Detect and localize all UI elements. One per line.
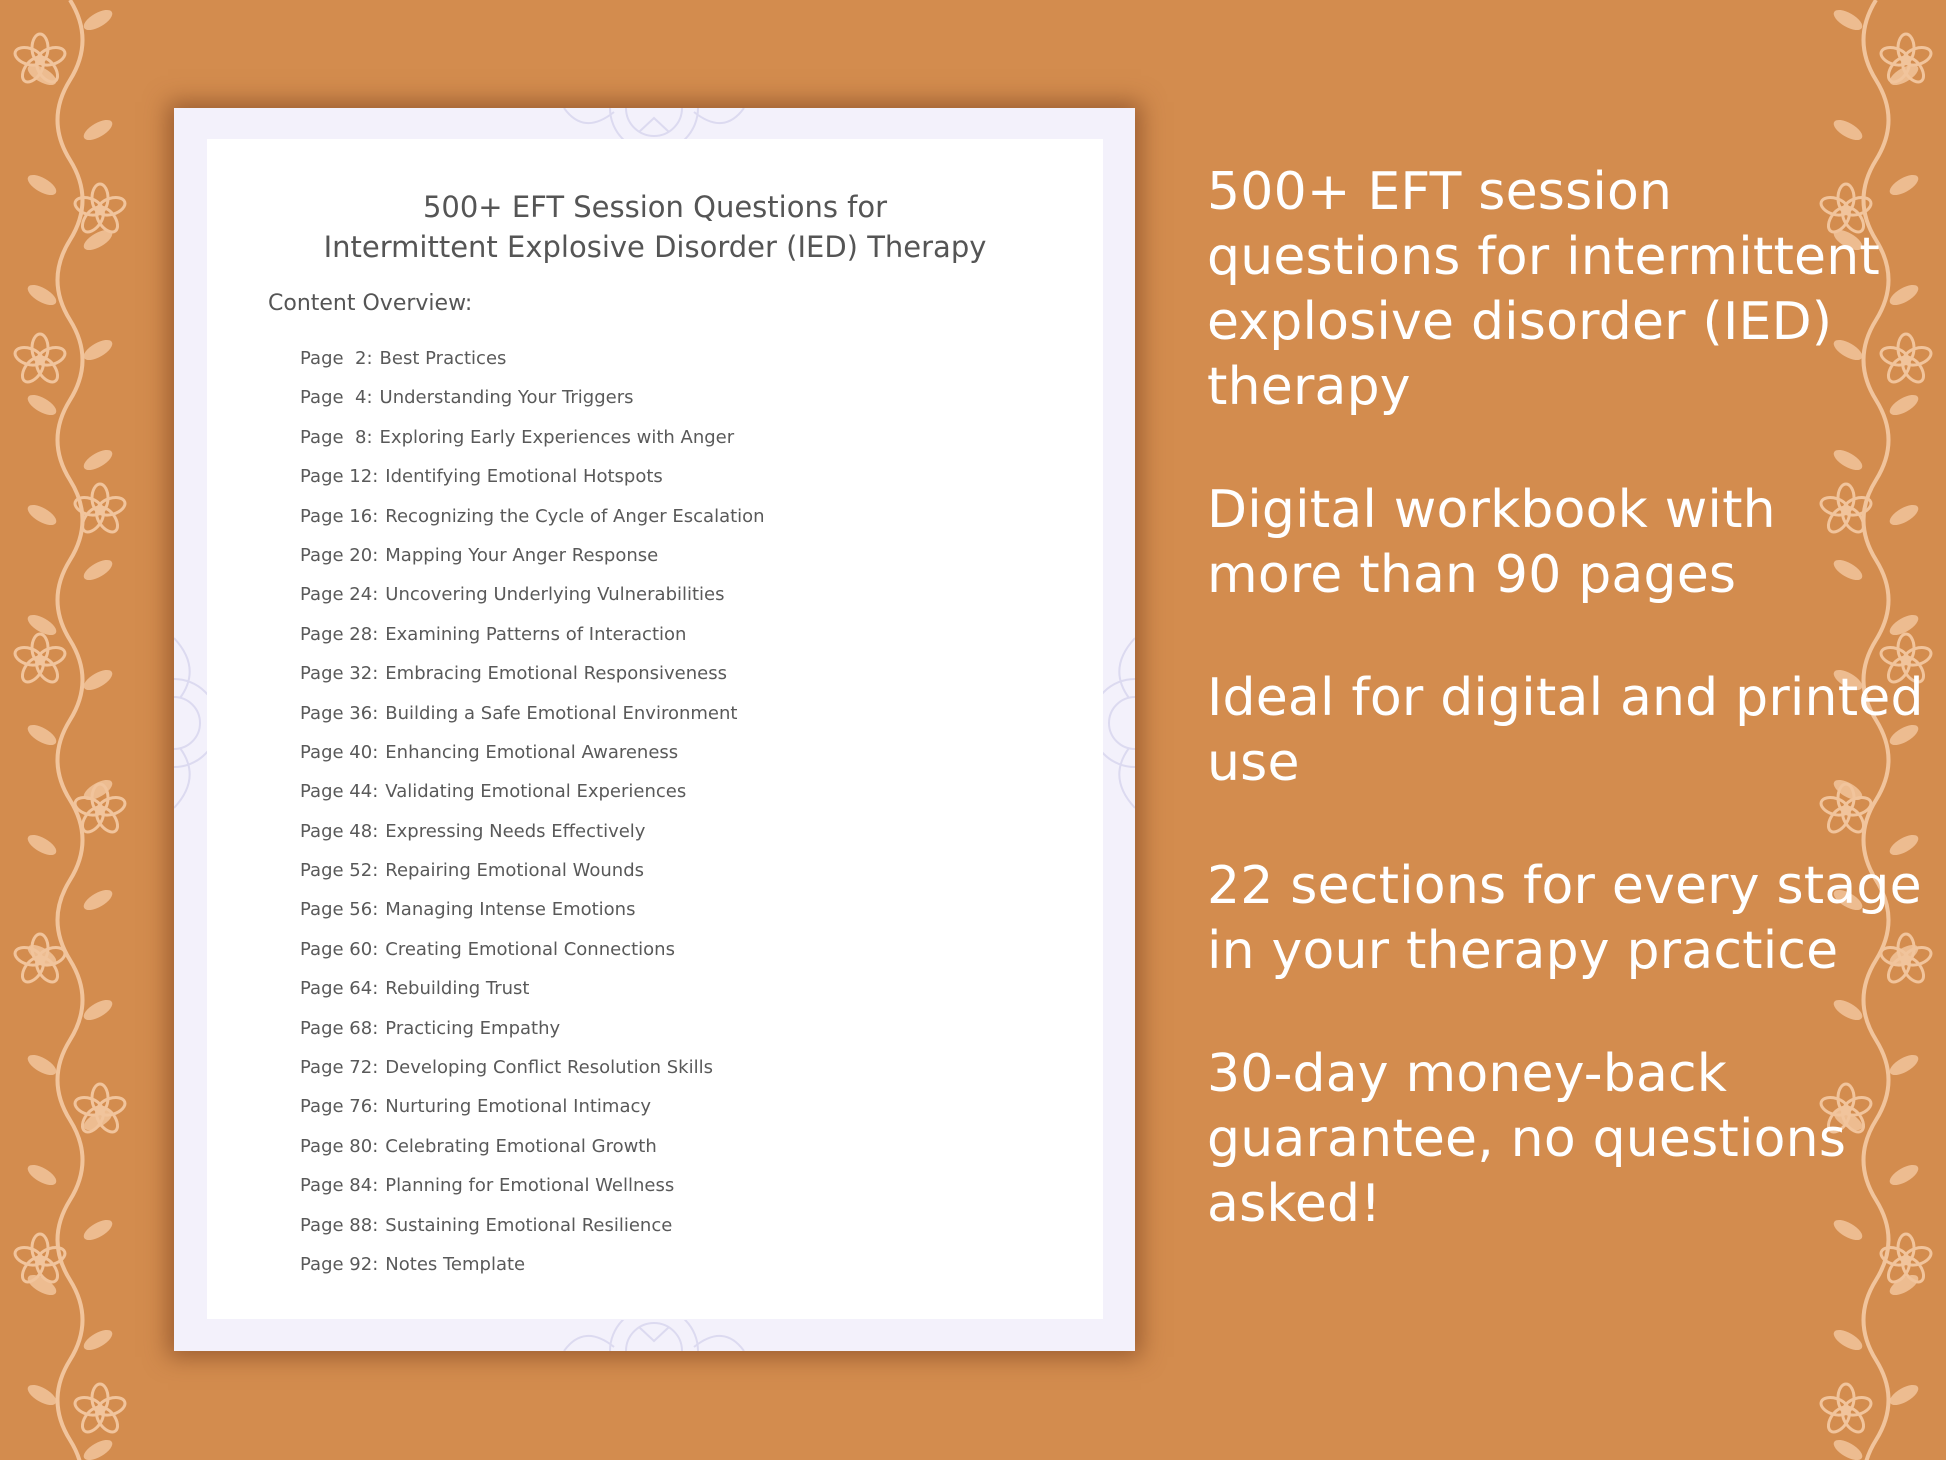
toc-page-number: Page 84: [300, 1175, 379, 1197]
toc-item [300, 339, 765, 378]
feature-item: 30-day money-back guarantee, no questions asked! [1207, 1044, 1847, 1234]
toc-page-number: Page 72: [300, 1057, 379, 1079]
toc-section-title: Building a Safe Emotional Environment [385, 702, 738, 724]
toc-page-number: Page 56: [300, 899, 379, 921]
toc-page-number: Page 76: [300, 1096, 379, 1118]
toc-page-number: Page 60: [300, 938, 379, 960]
feature-item: Digital workbook with more than 90 pages [1207, 480, 1776, 605]
toc-page-number: Page 12: [300, 466, 379, 488]
document-title-line-1: 500+ EFT Session Questions for [422, 190, 888, 224]
toc-item [300, 1087, 765, 1126]
toc-section-title: Developing Conflict Resolution Skills [385, 1057, 713, 1079]
toc-section-title: Exploring Early Experiences with Anger [379, 426, 735, 448]
toc-item [300, 890, 765, 929]
toc-page-number: Page 4: [300, 387, 373, 409]
toc-page-number: Page 20: [300, 544, 379, 566]
toc-section-title: Enhancing Emotional Awareness [385, 741, 679, 763]
toc-page-number: Page 40: [300, 741, 379, 763]
toc-item [300, 1206, 765, 1245]
toc-section-title: Expressing Needs Effectively [385, 820, 646, 842]
toc-item [300, 615, 765, 654]
document-preview [174, 108, 1135, 1351]
toc-section-title: Rebuilding Trust [385, 978, 530, 1000]
document-title-line-2: Intermittent Explosive Disorder (IED) Therapy [323, 230, 987, 264]
toc-section-title: Examining Patterns of Interaction [385, 623, 687, 645]
toc-section-title: Nurturing Emotional Intimacy [385, 1096, 652, 1118]
toc-section-title: Identifying Emotional Hotspots [385, 466, 663, 488]
floral-vine-left-icon [0, 0, 130, 1460]
toc-page-number: Page 36: [300, 702, 379, 724]
toc-page-number: Page 92: [300, 1253, 379, 1275]
mandala-icon [174, 608, 207, 838]
toc-section-title: Validating Emotional Experiences [385, 781, 687, 803]
toc-item [300, 1166, 765, 1205]
toc-item [300, 1048, 765, 1087]
toc-item [300, 536, 765, 575]
document-page [207, 139, 1103, 1319]
toc-page-number: Page 52: [300, 860, 379, 882]
toc-item [300, 694, 765, 733]
toc-page-number: Page 32: [300, 663, 379, 685]
toc-section-title: Mapping Your Anger Response [385, 544, 659, 566]
toc-page-number: Page 28: [300, 623, 379, 645]
toc-item [300, 733, 765, 772]
toc-item [300, 654, 765, 693]
toc-item [300, 1245, 765, 1284]
toc-item [300, 418, 765, 457]
toc-section-title: Creating Emotional Connections [385, 938, 675, 960]
toc-section-title: Best Practices [379, 348, 507, 369]
toc-item [300, 378, 765, 417]
toc-page-number: Page 48: [300, 820, 379, 842]
mandala-icon [1102, 608, 1135, 838]
toc-page-number: Page 24: [300, 584, 379, 606]
toc-page-number: Page 2: [300, 348, 373, 369]
content-overview-label: Content Overview: [268, 291, 473, 316]
toc-item [300, 969, 765, 1008]
toc-section-title: Managing Intense Emotions [385, 899, 636, 921]
toc-section-title: Repairing Emotional Wounds [385, 860, 644, 882]
toc-item [300, 1009, 765, 1048]
toc-page-number: Page 80: [300, 1135, 379, 1157]
toc-section-title: Recognizing the Cycle of Anger Escalation [385, 505, 765, 527]
document-title [207, 187, 1103, 267]
toc-item [300, 497, 765, 536]
toc-section-title: Sustaining Emotional Resilience [385, 1214, 673, 1236]
toc-page-number: Page 16: [300, 505, 379, 527]
feature-item: 22 sections for every stage in your therapy practice [1207, 856, 1922, 981]
toc-page-number: Page 64: [300, 978, 379, 1000]
toc-item [300, 930, 765, 969]
toc-section-title: Embracing Emotional Responsiveness [385, 663, 727, 685]
mandala-icon [504, 1320, 804, 1351]
toc-page-number: Page 8: [300, 426, 373, 448]
toc-page-number: Page 44: [300, 781, 379, 803]
toc-item [300, 772, 765, 811]
toc-item [300, 812, 765, 851]
toc-item [300, 1127, 765, 1166]
feature-item: 500+ EFT session questions for intermittent explosive disorder (IED) therapy [1207, 162, 1880, 417]
feature-item: Ideal for digital and printed use [1207, 668, 1924, 793]
toc-item [300, 575, 765, 614]
table-of-contents [300, 339, 765, 1284]
toc-section-title: Planning for Emotional Wellness [385, 1175, 675, 1197]
toc-section-title: Celebrating Emotional Growth [385, 1135, 657, 1157]
toc-page-number: Page 88: [300, 1214, 379, 1236]
toc-item [300, 851, 765, 890]
toc-section-title: Understanding Your Triggers [379, 387, 634, 409]
feature-list [1207, 160, 1927, 1295]
toc-section-title: Uncovering Underlying Vulnerabilities [385, 584, 725, 606]
toc-item [300, 457, 765, 496]
toc-section-title: Notes Template [385, 1253, 526, 1275]
mandala-icon [504, 108, 804, 139]
toc-page-number: Page 68: [300, 1017, 379, 1039]
toc-section-title: Practicing Empathy [385, 1017, 561, 1039]
